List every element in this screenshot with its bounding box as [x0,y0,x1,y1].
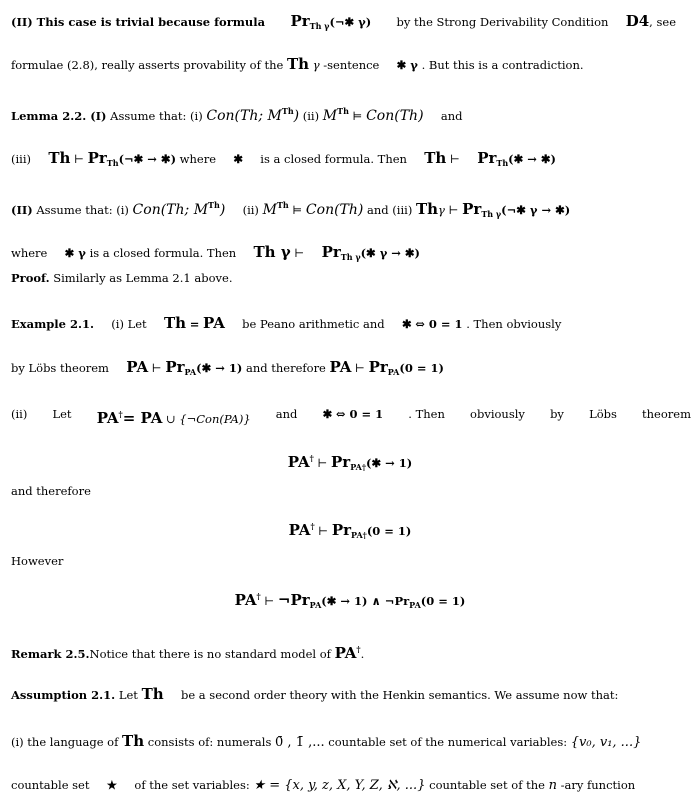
line1-text-c: , see [649,15,676,29]
provability-argument: (✱ γ → ✱) [360,246,421,260]
item-ii: (ii) [242,203,259,217]
then-word: . Then [408,407,445,421]
text-line-1 [11,13,676,34]
model-superscript: Th [281,106,294,116]
derives-symbol: ⊢ [74,152,84,166]
theory-pa-dagger: PA [96,409,119,427]
display-formula-3 [0,588,700,613]
derives-symbol: ⊢ [355,361,365,375]
gamma-symbol: γ [438,203,445,217]
provability-predicate: Pr [331,453,351,471]
derives-symbol: ⊢ [318,524,329,538]
conj-and: and [440,109,463,123]
star-set-symbol: ★ [106,778,118,792]
line12-text-a: and therefore [11,484,91,498]
pa-equals: = PA [122,409,163,427]
let-word: Let [118,688,138,702]
theory-th: Th [424,149,447,167]
dagger-superscript: † [309,453,314,463]
line19-text-c: countable set of the [429,778,545,792]
theory-pa-dagger: PA [287,453,310,471]
derives-symbol: ⊢ [317,456,328,470]
however-word: However [11,554,64,568]
text-line-10 [11,406,691,427]
theory-th: Th γ [253,243,291,261]
derives-symbol: ⊢ [264,594,275,608]
star-definition: ⇔ 0 = 1 [335,407,384,421]
line8-text-c: . Then obviously [466,317,562,331]
models-symbol: ⊨ [352,109,363,123]
line4-text-b: is a closed formula. Then [260,152,407,166]
inconsistency-formula: ∪ {¬Con(PA)} [166,412,251,426]
consistency-th: Con(Th) [366,108,424,124]
text-line-7 [11,270,232,286]
theory-th: Th [415,200,439,218]
provability-subscript: Th [106,158,119,168]
by-word: by [550,407,564,421]
assumption-heading: Assumption 2.1. [11,688,116,702]
theory-th: Th [141,685,164,703]
provability-predicate: Pr [368,358,388,376]
proof-heading: Proof. [11,271,50,285]
line1-text-a: (II) This case is trivial because formula [11,15,266,29]
derives-symbol: ⊢ [449,152,460,166]
text-line-6 [11,244,420,265]
consistency-formula: Con(Th; M [132,202,209,218]
line18-text-a: (i) the language of [11,735,119,749]
provability-predicate: ¬Pr [277,591,310,609]
display-formula-2 [0,518,700,543]
line18-text-c: countable set of the numerical variables: [328,735,568,749]
consistency-close: ) [219,202,226,218]
text-line-17 [11,686,618,703]
line2-text-c: . But this is a contradiction. [421,58,584,72]
text-line-4 [11,150,556,171]
provability-subscript: Th γ [309,21,330,31]
provability-argument: (0 = 1) [420,594,466,608]
provability-argument: (¬✱ γ → ✱) [501,203,571,217]
line7-text-a: Similarly as Lemma 2.1 above. [53,271,233,285]
text-line-3 [11,103,462,124]
line5-text-a: Assume that: (i) [36,203,129,217]
text-line-8 [11,315,561,332]
star-symbol: ✱ γ [64,246,86,260]
lobs-word: Löbs [589,407,617,421]
line18-text-b: consists of: numerals [147,735,272,749]
text-line-12 [11,483,91,499]
star-symbol: ✱ [322,407,333,421]
model-m: M [262,202,277,218]
provability-predicate: Pr [87,149,107,167]
text-line-9 [11,359,444,380]
provability-argument: (✱ → 1) [196,361,243,375]
provability-argument: (✱ → 1) ∧ ¬Pr [321,594,410,608]
provability-predicate: Pr [331,521,352,539]
provability-subscript: PA [184,367,197,377]
derives-symbol: ⊢ [448,203,459,217]
provability-predicate: Pr [165,358,185,376]
condition-d4: D4 [625,12,650,30]
numerical-variables-set: {v₀, v₁, ...} [570,735,642,750]
display-formula-1 [0,450,700,475]
star-symbol: ✱ [401,317,412,331]
provability-argument: (¬✱ γ) [329,15,372,29]
dagger-superscript: † [256,591,261,601]
lemma-heading: Lemma 2.2. (I) [11,109,107,123]
theory-pa-dagger: PA [288,521,311,539]
line19-text-d: -ary function [560,778,636,792]
conj-and: and [275,407,298,421]
line19-text-a: countable set [11,778,90,792]
line3-text-a: Assume that: (i) [110,109,203,123]
theory-pa: PA [126,358,149,376]
star-sentence: ✱ γ [396,58,418,72]
line16-text-a: Notice that there is no standard model of [89,647,331,661]
dagger-superscript: † [310,521,315,531]
line9-text-b: and therefore [245,361,326,375]
provability-predicate: Pr [290,12,310,30]
provability-predicate: Pr [321,243,341,261]
derives-symbol: ⊢ [151,361,162,375]
text-line-18 [11,733,641,751]
line2-text-b: -sentence [323,58,380,72]
model-m: M [322,108,338,124]
consistency-close: ) [293,108,300,124]
gamma-symbol: γ [312,58,320,72]
dagger-superscript: † [118,409,123,419]
theory-pa: PA [329,358,352,376]
period: . [360,647,365,661]
model-m-sup: Th [276,200,289,210]
provability-subscript: PA [309,600,322,610]
obviously-word: obviously [470,407,525,421]
models-symbol: ⊨ [292,203,303,217]
provability-argument: (✱ → ✱) [508,152,556,166]
item-iii: (iii) [11,152,32,166]
provability-subscript: PA [409,600,421,610]
part-ii-label: (II) [11,203,33,217]
item-ii: (ii) [11,407,28,421]
model-m-sup: Th [337,106,349,116]
theory-pa-dagger: PA [234,591,257,609]
remark-heading: Remark 2.5. [11,647,90,661]
theory-pa-dagger: PA [334,644,357,662]
set-variables: ★ = {x, y, z, X, Y, Z, ℵ, ...} [253,778,426,793]
line2-text-a: formulae (2.8), really asserts provability of the [11,58,284,72]
line1-text-b: by the Strong Derivability Condition [396,15,609,29]
star-symbol: ✱ [233,152,243,166]
text-line-14 [11,553,63,569]
line19-text-b: of the set variables: [134,778,250,792]
theorem-word: theorem [642,407,691,421]
provability-subscript: Th γ [481,209,502,219]
provability-argument: (¬✱ → ✱) [118,152,177,166]
provability-subscript: PA† [350,462,367,472]
text-line-16 [11,641,364,662]
model-superscript: Th [208,200,220,210]
text-line-19 [11,777,635,794]
theory-pa: PA [203,314,225,332]
provability-argument: (0 = 1) [399,361,444,375]
theory-th: Th [48,149,71,167]
line8-text-a: (i) Let [111,317,147,331]
line9-text-a: by Löbs theorem [11,361,109,375]
provability-subscript: PA† [351,530,367,540]
numerals: 0̄ , 1̄ ,... [275,735,325,750]
provability-predicate: Pr [477,149,497,167]
line6-text-b: is a closed formula. Then [89,246,237,260]
consistency-th: Con(Th) [305,202,364,218]
line8-text-b: be Peano arithmetic and [242,317,385,331]
provability-subscript: PA [387,367,400,377]
theory-th: Th [287,55,310,73]
let-word: Let [52,407,72,421]
consistency-formula: Con(Th; M [206,108,282,124]
provability-predicate: Pr [462,200,482,218]
provability-subscript: Th γ [340,252,361,262]
provability-argument: (0 = 1) [366,524,412,538]
line17-text-b: be a second order theory with the Henkin semantics. We assume now that: [180,688,619,702]
where-word: where [11,246,48,260]
item-iii: and (iii) [367,203,413,217]
star-definition: ⇔ 0 = 1 [415,317,463,331]
text-line-2 [11,56,584,73]
item-ii: (ii) [302,109,320,123]
theory-th: Th [122,732,145,750]
example-heading: Example 2.1. [11,317,94,331]
provability-argument: (✱ → 1) [366,456,413,470]
text-line-5 [11,197,570,222]
theory-th: Th [163,314,187,332]
dagger-superscript: † [356,644,361,654]
where-word: where [179,152,217,166]
provability-subscript: Th [496,158,509,168]
n-variable: n [548,778,557,793]
equals-symbol: = [189,317,200,331]
derives-symbol: ⊢ [294,246,305,260]
